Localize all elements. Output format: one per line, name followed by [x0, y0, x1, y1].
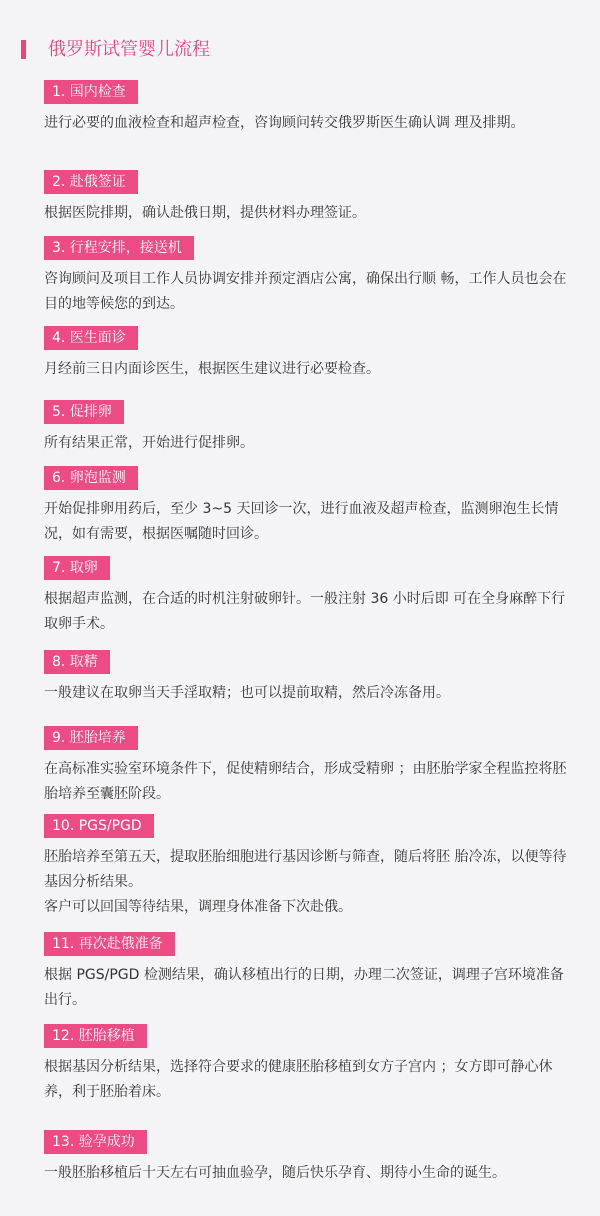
step-label: 2. 赴俄签证 [44, 170, 138, 194]
step-description [44, 963, 569, 1013]
step-label: 7. 取卵 [44, 556, 110, 580]
step-text: 根据超声监测，在合适的时机注射破卵针。一般注射 36 小时后即 可在全身麻醉下行取卵手术。 [44, 591, 566, 632]
step-text: 开始促排卵用药后，至少 3~5 天回诊一次，进行血液及超声检查，监测卵泡生长情况，如有需要，根据医嘱随时回诊。 [44, 501, 559, 542]
step-label: 6. 卵泡监测 [44, 466, 138, 490]
step-text: 客户可以回国等待结果，调理身体准备下次赴俄。 [44, 899, 352, 915]
step-description [44, 431, 569, 456]
step-description [44, 1055, 569, 1105]
step-description [44, 497, 569, 547]
step-description [44, 845, 569, 920]
accent-bar [21, 40, 26, 59]
step-text: 月经前三日内面诊医生，根据医生建议进行必要检查。 [44, 361, 380, 377]
step-label: 1. 国内检查 [44, 80, 138, 104]
step-description [44, 1161, 569, 1186]
step-label: 12. 胚胎移植 [44, 1024, 147, 1048]
step-label: 10. PGS/PGD [44, 814, 154, 838]
step-text: 咨询顾问及项目工作人员协调安排并预定酒店公寓，确保出行顺 畅，工作人员也会在目的地等候您的到达。 [44, 271, 567, 312]
step-label: 8. 取精 [44, 650, 110, 674]
step-description [44, 267, 569, 317]
step-text: 一般建议在取卵当天手淫取精；也可以提前取精，然后冷冻备用。 [44, 685, 450, 701]
step-text: 根据 PGS/PGD 检测结果，确认移植出行的日期，办理二次签证，调理子宫环境准备出行。 [44, 967, 564, 1008]
step-text: 所有结果正常，开始进行促排卵。 [44, 435, 254, 451]
step-description [44, 357, 569, 382]
step-text: 胚胎培养至第五天，提取胚胎细胞进行基因诊断与筛查，随后将胚 胎冷冻，以便等待基因分析结果。 [44, 849, 567, 890]
step-text: 一般胚胎移植后十天左右可抽血验孕，随后快乐孕育、期待小生命的诞生。 [44, 1165, 506, 1181]
step-text: 根据基因分析结果，选择符合要求的健康胚胎移植到女方子宫内 ；女方即可静心休养，利于胚胎着床。 [44, 1059, 553, 1100]
step-label: 5. 促排卵 [44, 400, 124, 424]
step-text: 在高标准实验室环境条件下，促使精卵结合，形成受精卵 ；由胚胎学家全程监控将胚胎培养至囊胚阶段。 [44, 761, 567, 802]
step-description [44, 587, 569, 637]
step-label: 4. 医生面诊 [44, 326, 138, 350]
step-description [44, 681, 569, 706]
step-label: 3. 行程安排，接送机 [44, 236, 194, 260]
header [0, 38, 600, 64]
step-text: 根据医院排期，确认赴俄日期，提供材料办理签证。 [44, 205, 366, 221]
step-description [44, 111, 569, 136]
page-title: 俄罗斯试管婴儿流程 [48, 39, 210, 60]
step-text: 进行必要的血液检查和超声检查，咨询顾问转交俄罗斯医生确认调 理及排期。 [44, 115, 525, 131]
step-label: 13. 验孕成功 [44, 1130, 147, 1154]
step-label: 11. 再次赴俄准备 [44, 932, 175, 956]
step-description [44, 757, 569, 807]
step-description [44, 201, 569, 226]
step-label: 9. 胚胎培养 [44, 726, 138, 750]
